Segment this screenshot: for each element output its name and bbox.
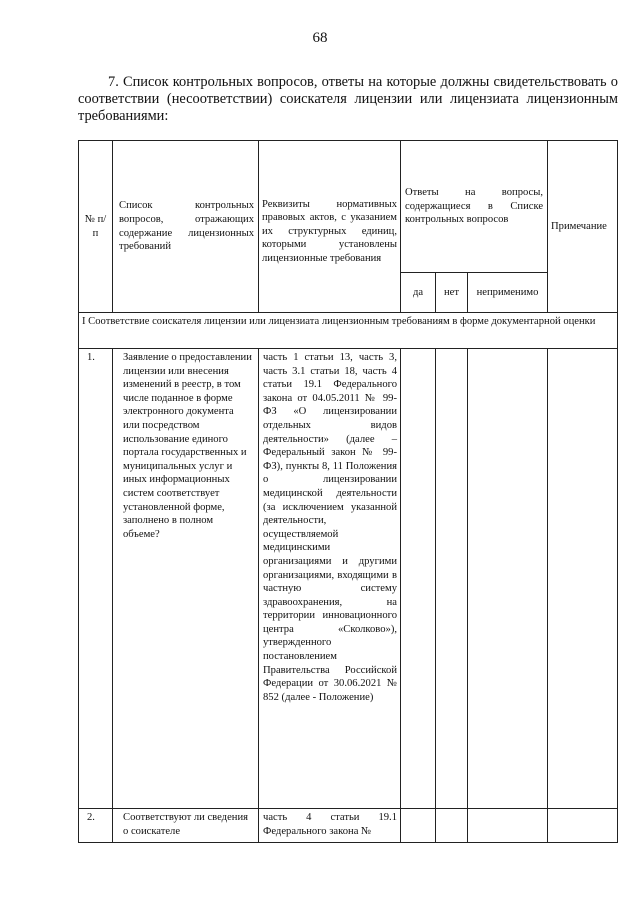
answer-yes-cell[interactable] [401, 809, 436, 843]
answer-no-cell[interactable] [436, 349, 468, 809]
section-row [79, 313, 618, 349]
table-row [79, 349, 618, 809]
header-note: Примечание [548, 141, 618, 313]
row-question: Заявление о предоставлении лицензии или внесения изменений в реестр, в том числе поданное в форме электронного документа или посредством использование единого портала государственных и муниципальных услуг и иных информационных систем соответствует установленной форме, заполнено в полном объеме? [113, 349, 259, 809]
section-heading: 7. Список контрольных вопросов, ответы на которые должны свидетельствовать о соответствии (несоответствии) соискателя лицензии или лицензиата лицензионным требованиями: [78, 74, 618, 124]
answer-na-cell[interactable] [468, 809, 548, 843]
header-number: № п/п [79, 141, 113, 313]
row-question: Соответствуют ли сведения о соискателе [113, 809, 259, 843]
section-title: I Соответствие соискателя лицензии или лицензиата лицензионным требованиям в форме документарной оценки [79, 313, 618, 349]
header-answers: Ответы на вопросы, содержащиеся в Списке контрольных вопросов [401, 141, 548, 273]
row-number: 1. [79, 349, 113, 809]
note-cell[interactable] [548, 809, 618, 843]
header-not-applicable: неприменимо [468, 273, 548, 313]
checklist-table [78, 140, 618, 843]
table-header-row [79, 141, 618, 273]
answer-na-cell[interactable] [468, 349, 548, 809]
header-requisites: Реквизиты нормативных правовых актов, с указанием их структурных единиц, которыми установлены лицензионные требования [259, 141, 401, 313]
answer-no-cell[interactable] [436, 809, 468, 843]
header-question-list: Список контрольных вопросов, отражающих содержание лицензионных требований [113, 141, 259, 313]
row-reference: часть 1 статьи 13, часть 3, часть 3.1 статьи 18, часть 4 статьи 19.1 Федерального закона от 04.05.2011 № 99-ФЗ «О лицензировании отдельных видов деятельности» (далее – Федеральный закон № 99-ФЗ), пункты 8, 11 Положения о лицензировании медицинской деятельности (за исключением указанной деятельности, осуществляемой медицинскими организациями и другими организациями, входящими в частную систему здравоохранения, на территории инновационного центра «Сколково»), утвержденного постановлением Правительства Российской Федерации от 30.06.2021 № 852 (далее - Положение) [259, 349, 401, 809]
row-number: 2. [79, 809, 113, 843]
table-row [79, 809, 618, 843]
row-reference: часть 4 статьи 19.1 Федерального закона № [259, 809, 401, 843]
header-yes: да [401, 273, 436, 313]
header-no: нет [436, 273, 468, 313]
note-cell[interactable] [548, 349, 618, 809]
page-number: 68 [312, 30, 328, 46]
answer-yes-cell[interactable] [401, 349, 436, 809]
